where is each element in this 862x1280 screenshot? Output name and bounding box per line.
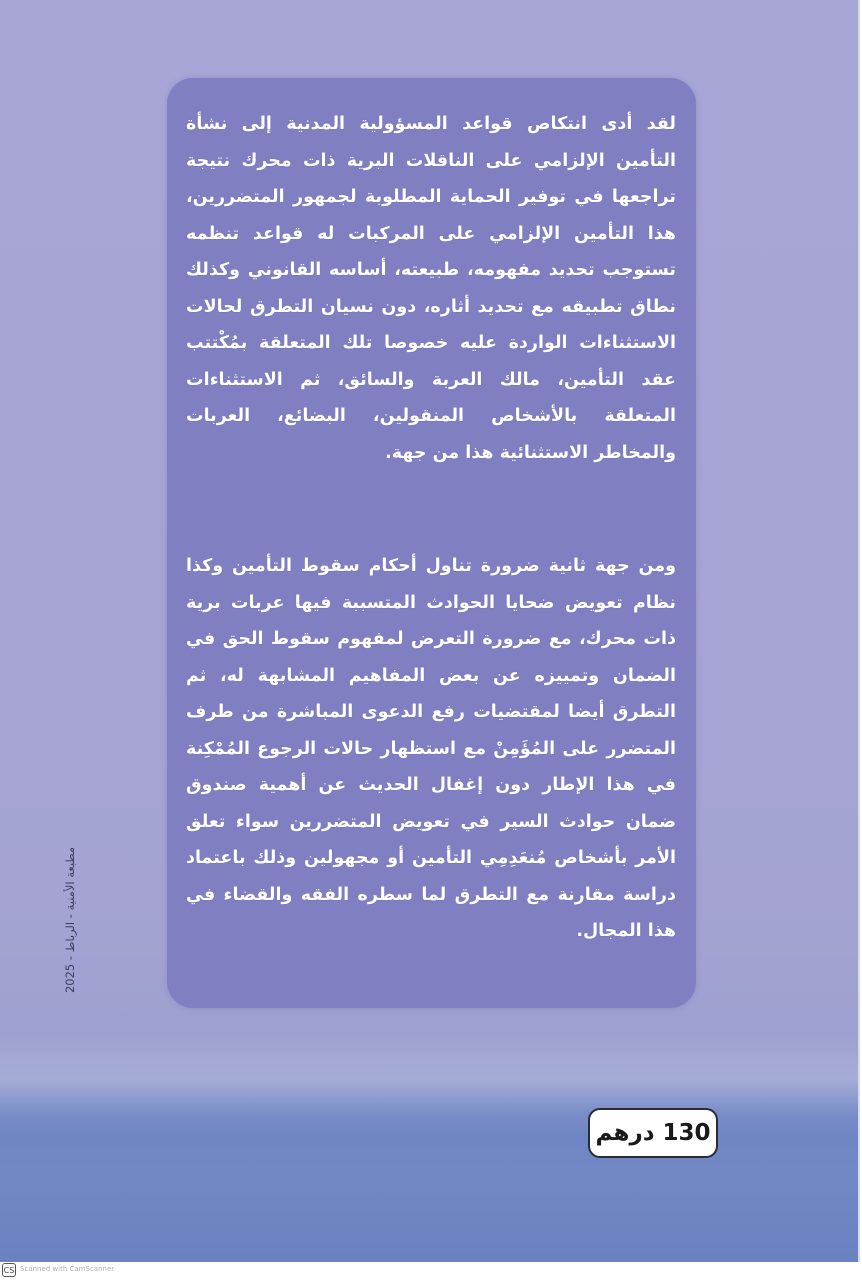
horizon-band <box>0 1035 858 1115</box>
text-panel <box>167 78 696 1008</box>
scan-strip <box>0 1262 862 1280</box>
paragraph-2: ومن جهة ثانية ضرورة تناول أحكام سقوط التأمين وكذا نظام تعويض ضحايا الحوادث المتسببة فيها عربات برية ذات محرك، مع ضرورة التعرض لمفهوم سقوط الحق في الضمان وتمييزه عن بعض المفاهيم المشابهة له، ثم التطرق أيضا لمقتضيات رفع الدعوى المباشرة من طرف المتضرر على المُؤَمِنْ مع استظهار حالات الرجوع المُمْكِنة في هذا الإطار دون إغفال الحديث عن أهمية صندوق ضمان حوادث السير في تعويض المتضررين سواء تعلق الأمر بأشخاص مُنعَدِمِي التأمين أو مجهولين وذلك باعتماد دراسة مقارنة مع التطرق لما سطره الفقه والقضاء في هذا المجال. <box>186 556 676 941</box>
camscanner-logo-icon: CS <box>2 1263 16 1277</box>
paragraph-1: لقد أدى انتكاص قواعد المسؤولية المدنية إلى نشأة التأمين الإلزامي على الناقلات البرية ذات محرك نتيجة تراجعها في توفير الحماية المطلوبة لجمهور المتضررين، هذا التأمين الإلزامي على المركبات له قواعد تنظمه تستوجب تحديد مفهومه، طبيعته، أساسه القانوني وكذلك نطاق تطبيقه مع تحديد أثاره، دون نسيان التطرق لحالات الاستثناءات الواردة عليه خصوصا تلك المتعلقة بمُكْتتب عقد التأمين، مالك العربة والسائق، ثم الاستثناءات المتعلقة بالأشخاص المنقولين، البضائع، العربات والمخاطر الاستثنائية هذا من جهة. <box>186 114 676 463</box>
price-tag <box>588 1108 718 1158</box>
scanner-label: Scanned with CamScanner <box>20 1265 115 1273</box>
price-label: 130 درهم <box>595 1120 711 1146</box>
printer-credit: مطبعة الأمنية - الرباط - 2025 <box>63 846 77 994</box>
